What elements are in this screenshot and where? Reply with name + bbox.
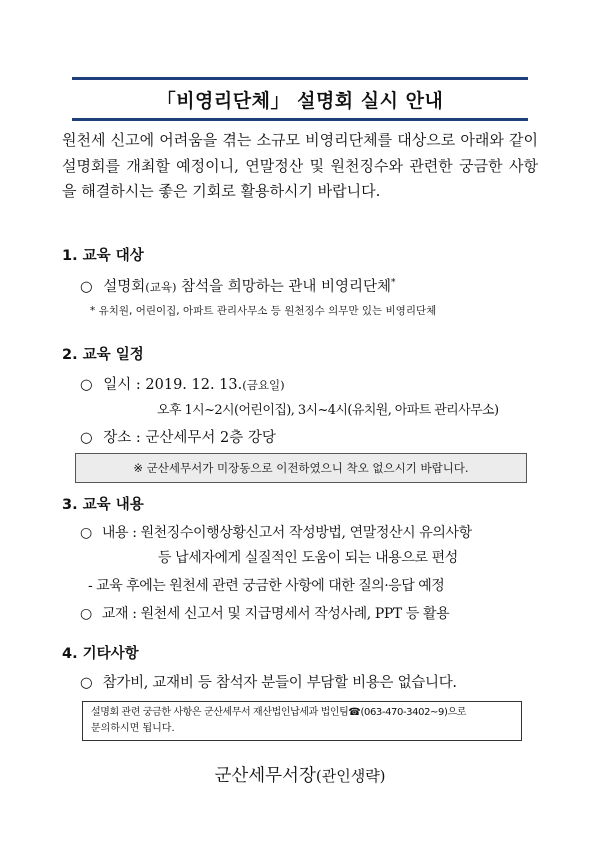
- content-line-2: 등 납세자에게 실질적인 도움이 되는 내용으로 편성: [158, 550, 458, 566]
- signature: [0, 762, 600, 787]
- target-text-small: (교육): [145, 280, 177, 294]
- page-title: 「비영리단체」 설명회 실시 안내: [156, 90, 444, 112]
- material-line: [80, 603, 449, 623]
- target-text-pre: 설명회: [103, 279, 146, 295]
- section-4-heading: 4. 기타사항: [62, 646, 139, 662]
- date-day: (금요일): [242, 378, 285, 392]
- section-1-note: * 유치원, 어린이집, 아파트 관리사무소 등 원천징수 의무만 있는 비영리단체: [90, 305, 437, 317]
- place-label: 장소 :: [103, 430, 146, 446]
- date-value: 2019. 12. 13.: [145, 377, 243, 393]
- misc-line: [80, 671, 457, 692]
- contact-note-line-1: 설명회 관련 궁금한 사항은 군산세무서 재산법인납세과 법인팀☎(063-470-3402~9)으로: [91, 707, 466, 718]
- section-1-item: [80, 275, 396, 296]
- misc-text: 참가비, 교재비 등 참석자 분들이 부담할 비용은 없습니다.: [102, 675, 457, 691]
- title-top-rule: [72, 77, 528, 80]
- signature-paren: (관인생략): [315, 767, 386, 785]
- section-3-heading: 3. 교육 내용: [62, 497, 144, 513]
- material-label: 교재 :: [101, 606, 141, 622]
- target-asterisk: *: [391, 278, 396, 289]
- bullet-circle: ○: [80, 525, 92, 541]
- intro-paragraph: 원천세 신고에 어려움을 겪는 소규모 비영리단체를 대상으로 아래와 같이 설명회를 개최할 예정이니, 연말정산 및 원천징수와 관련한 궁금한 사항을 해결하시는 좋은 기회로 활용하시기 바랍니다.: [62, 131, 538, 200]
- contact-note-box: [82, 701, 522, 741]
- material-value: 원천세 신고서 및 지급명세서 작성사례, PPT 등 활용: [140, 606, 450, 622]
- content-value-1: 원천징수이행상황신고서 작성방법, 연말정산시 유의사항: [140, 525, 472, 541]
- contact-note-line-2: 문의하시면 됩니다.: [91, 723, 175, 734]
- place-value: 군산세무서 2층 강당: [145, 430, 276, 446]
- section-1-heading: 1. 교육 대상: [62, 248, 144, 264]
- signature-main: 군산세무서장: [214, 766, 316, 786]
- bullet-circle: ○: [80, 675, 93, 691]
- date-label: 일시 :: [103, 377, 146, 393]
- schedule-date-line: [80, 373, 285, 394]
- bullet-circle: ○: [80, 377, 93, 393]
- bullet-circle: ○: [80, 279, 93, 295]
- qa-line: - 교육 후에는 원천세 관련 궁금한 사항에 대한 질의·응답 예정: [88, 578, 445, 594]
- bullet-circle: ○: [80, 430, 93, 446]
- content-label: 내용 :: [101, 525, 141, 541]
- bullet-circle: ○: [80, 606, 92, 622]
- target-text-post: 참석을 희망하는 관내 비영리단체: [176, 279, 392, 295]
- relocation-notice: ※ 군산세무서가 미장동으로 이전하였으니 착오 없으시기 바랍니다.: [75, 453, 527, 483]
- schedule-place-line: [80, 426, 276, 447]
- content-line-1: [80, 522, 472, 542]
- title-bottom-rule: [72, 118, 528, 121]
- schedule-time-line: 오후 1시~2시(어린이집), 3시~4시(유치원, 아파트 관리사무소): [157, 403, 499, 418]
- section-2-heading: 2. 교육 일정: [62, 347, 144, 363]
